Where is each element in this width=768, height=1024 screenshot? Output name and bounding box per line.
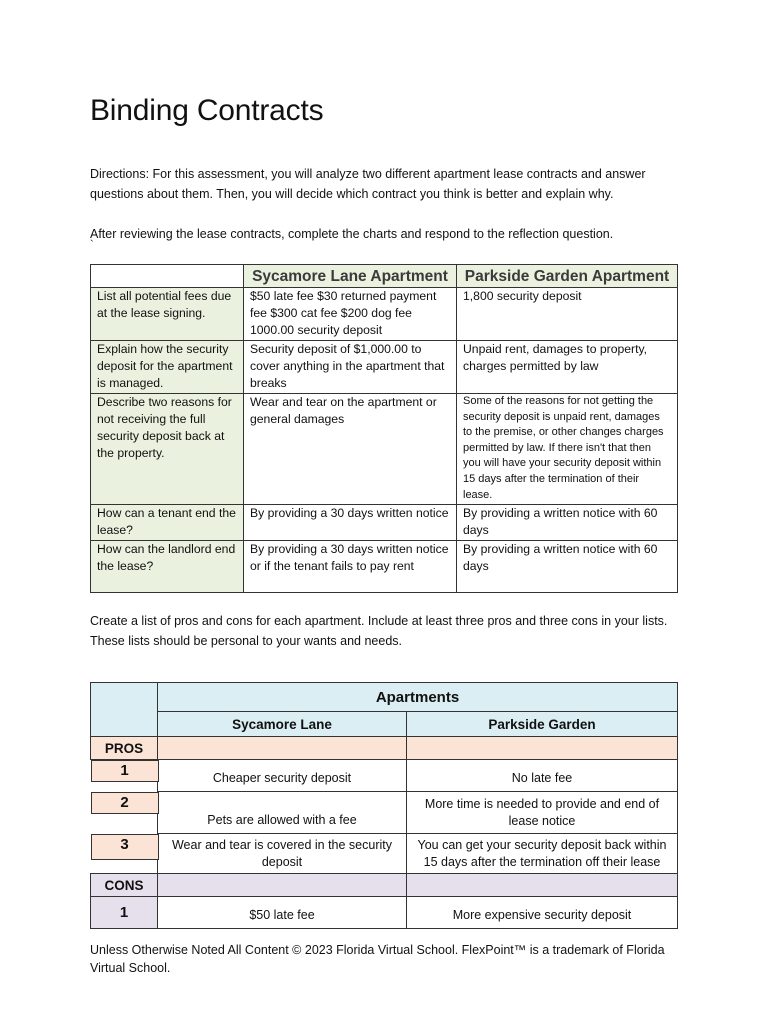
header-parkside: Parkside Garden Apartment xyxy=(457,265,678,288)
sycamore-cell: $50 late fee $30 returned payment fee $300 cat fee $200 dog fee 1000.00 security deposit xyxy=(244,288,457,341)
copyright-footer: Unless Otherwise Noted All Content © 2023 Florida Virtual School. FlexPoint™ is a trademark of Florida Virtual School. xyxy=(90,943,665,975)
sycamore-cell: By providing a 30 days written notice or if the tenant fails to pay rent xyxy=(244,541,457,593)
pros-label-row xyxy=(91,737,678,760)
after-review-paragraph: After reviewing the lease contracts, complete the charts and respond to the reflection question. xyxy=(90,227,614,241)
create-list-paragraph: Create a list of pros and cons for each apartment. Include at least three pros and three cons in your lists. These lists should be personal to your wants and needs. xyxy=(90,614,668,648)
question-cell: Explain how the security deposit for the apartment is managed. xyxy=(91,341,244,394)
table-row xyxy=(91,897,678,929)
sycamore-cell: Security deposit of $1,000.00 to cover anything in the apartment that breaks xyxy=(244,341,457,394)
parkside-cell: By providing a written notice with 60 days xyxy=(457,505,678,541)
table-row xyxy=(91,760,678,792)
sycamore-cell: Wear and tear on the apartment or general damages xyxy=(244,394,457,505)
parkside-cell: 1,800 security deposit xyxy=(457,288,678,341)
parkside-cell: Unpaid rent, damages to property, charges permitted by law xyxy=(457,341,678,394)
cons-label: CONS xyxy=(91,874,158,897)
sycamore-pro: Cheaper security deposit xyxy=(158,760,407,792)
parkside-cell: Some of the reasons for not getting the security deposit is unpaid rent, damages to the premise, or other changes charges permitted by law. If there isn't that then you will have your security deposit within 15 days after the termination of their lease. xyxy=(457,394,678,505)
pros-band xyxy=(407,737,678,760)
question-cell: How can a tenant end the lease? xyxy=(91,505,244,541)
cons-label-row xyxy=(91,874,678,897)
col-parkside-header: Parkside Garden xyxy=(407,712,678,737)
pros-cons-table xyxy=(90,682,678,929)
row-number: 3 xyxy=(91,834,159,860)
pros-band xyxy=(158,737,407,760)
table-row xyxy=(91,341,678,394)
question-cell: How can the landlord end the lease? xyxy=(91,541,244,593)
cons-band xyxy=(407,874,678,897)
header-sycamore: Sycamore Lane Apartment xyxy=(244,265,457,288)
apartments-header-row xyxy=(91,683,678,712)
table-row xyxy=(91,792,678,834)
table-row xyxy=(91,505,678,541)
table-row xyxy=(91,394,678,505)
parkside-cell: By providing a written notice with 60 days xyxy=(457,541,678,593)
parkside-pro: You can get your security deposit back within 15 days after the termination off their lease xyxy=(407,834,678,874)
sycamore-pro: Wear and tear is covered in the security deposit xyxy=(158,834,407,874)
header-blank xyxy=(91,265,244,288)
stray-mark: ` xyxy=(90,239,94,251)
col-sycamore-header: Sycamore Lane xyxy=(158,712,407,737)
question-cell: Describe two reasons for not receiving the full security deposit back at the property. xyxy=(91,394,244,505)
apartments-header: Apartments xyxy=(158,683,678,712)
table-row xyxy=(91,541,678,593)
sycamore-con: $50 late fee xyxy=(158,897,407,929)
parkside-pro: More time is needed to provide and end of lease notice xyxy=(407,792,678,834)
table-row xyxy=(91,834,678,874)
lease-comparison-table xyxy=(90,264,678,593)
apartment-names-row xyxy=(91,712,678,737)
row-number: 2 xyxy=(91,792,159,814)
row-number: 1 xyxy=(91,760,159,782)
pros-label: PROS xyxy=(91,737,158,760)
table-row xyxy=(91,288,678,341)
cons-band xyxy=(158,874,407,897)
sycamore-pro: Pets are allowed with a fee xyxy=(158,792,407,834)
question-cell: List all potential fees due at the lease signing. xyxy=(91,288,244,341)
table-header-row xyxy=(91,265,678,288)
corner-cell xyxy=(91,683,158,737)
page-title: Binding Contracts xyxy=(90,94,324,127)
parkside-con: More expensive security deposit xyxy=(407,897,678,929)
parkside-pro: No late fee xyxy=(407,760,678,792)
directions-paragraph: Directions: For this assessment, you will analyze two different apartment lease contracts and answer questions about them. Then, you will decide which contract you think is better and explain why. xyxy=(90,167,646,201)
sycamore-cell: By providing a 30 days written notice xyxy=(244,505,457,541)
row-number: 1 xyxy=(91,897,158,929)
